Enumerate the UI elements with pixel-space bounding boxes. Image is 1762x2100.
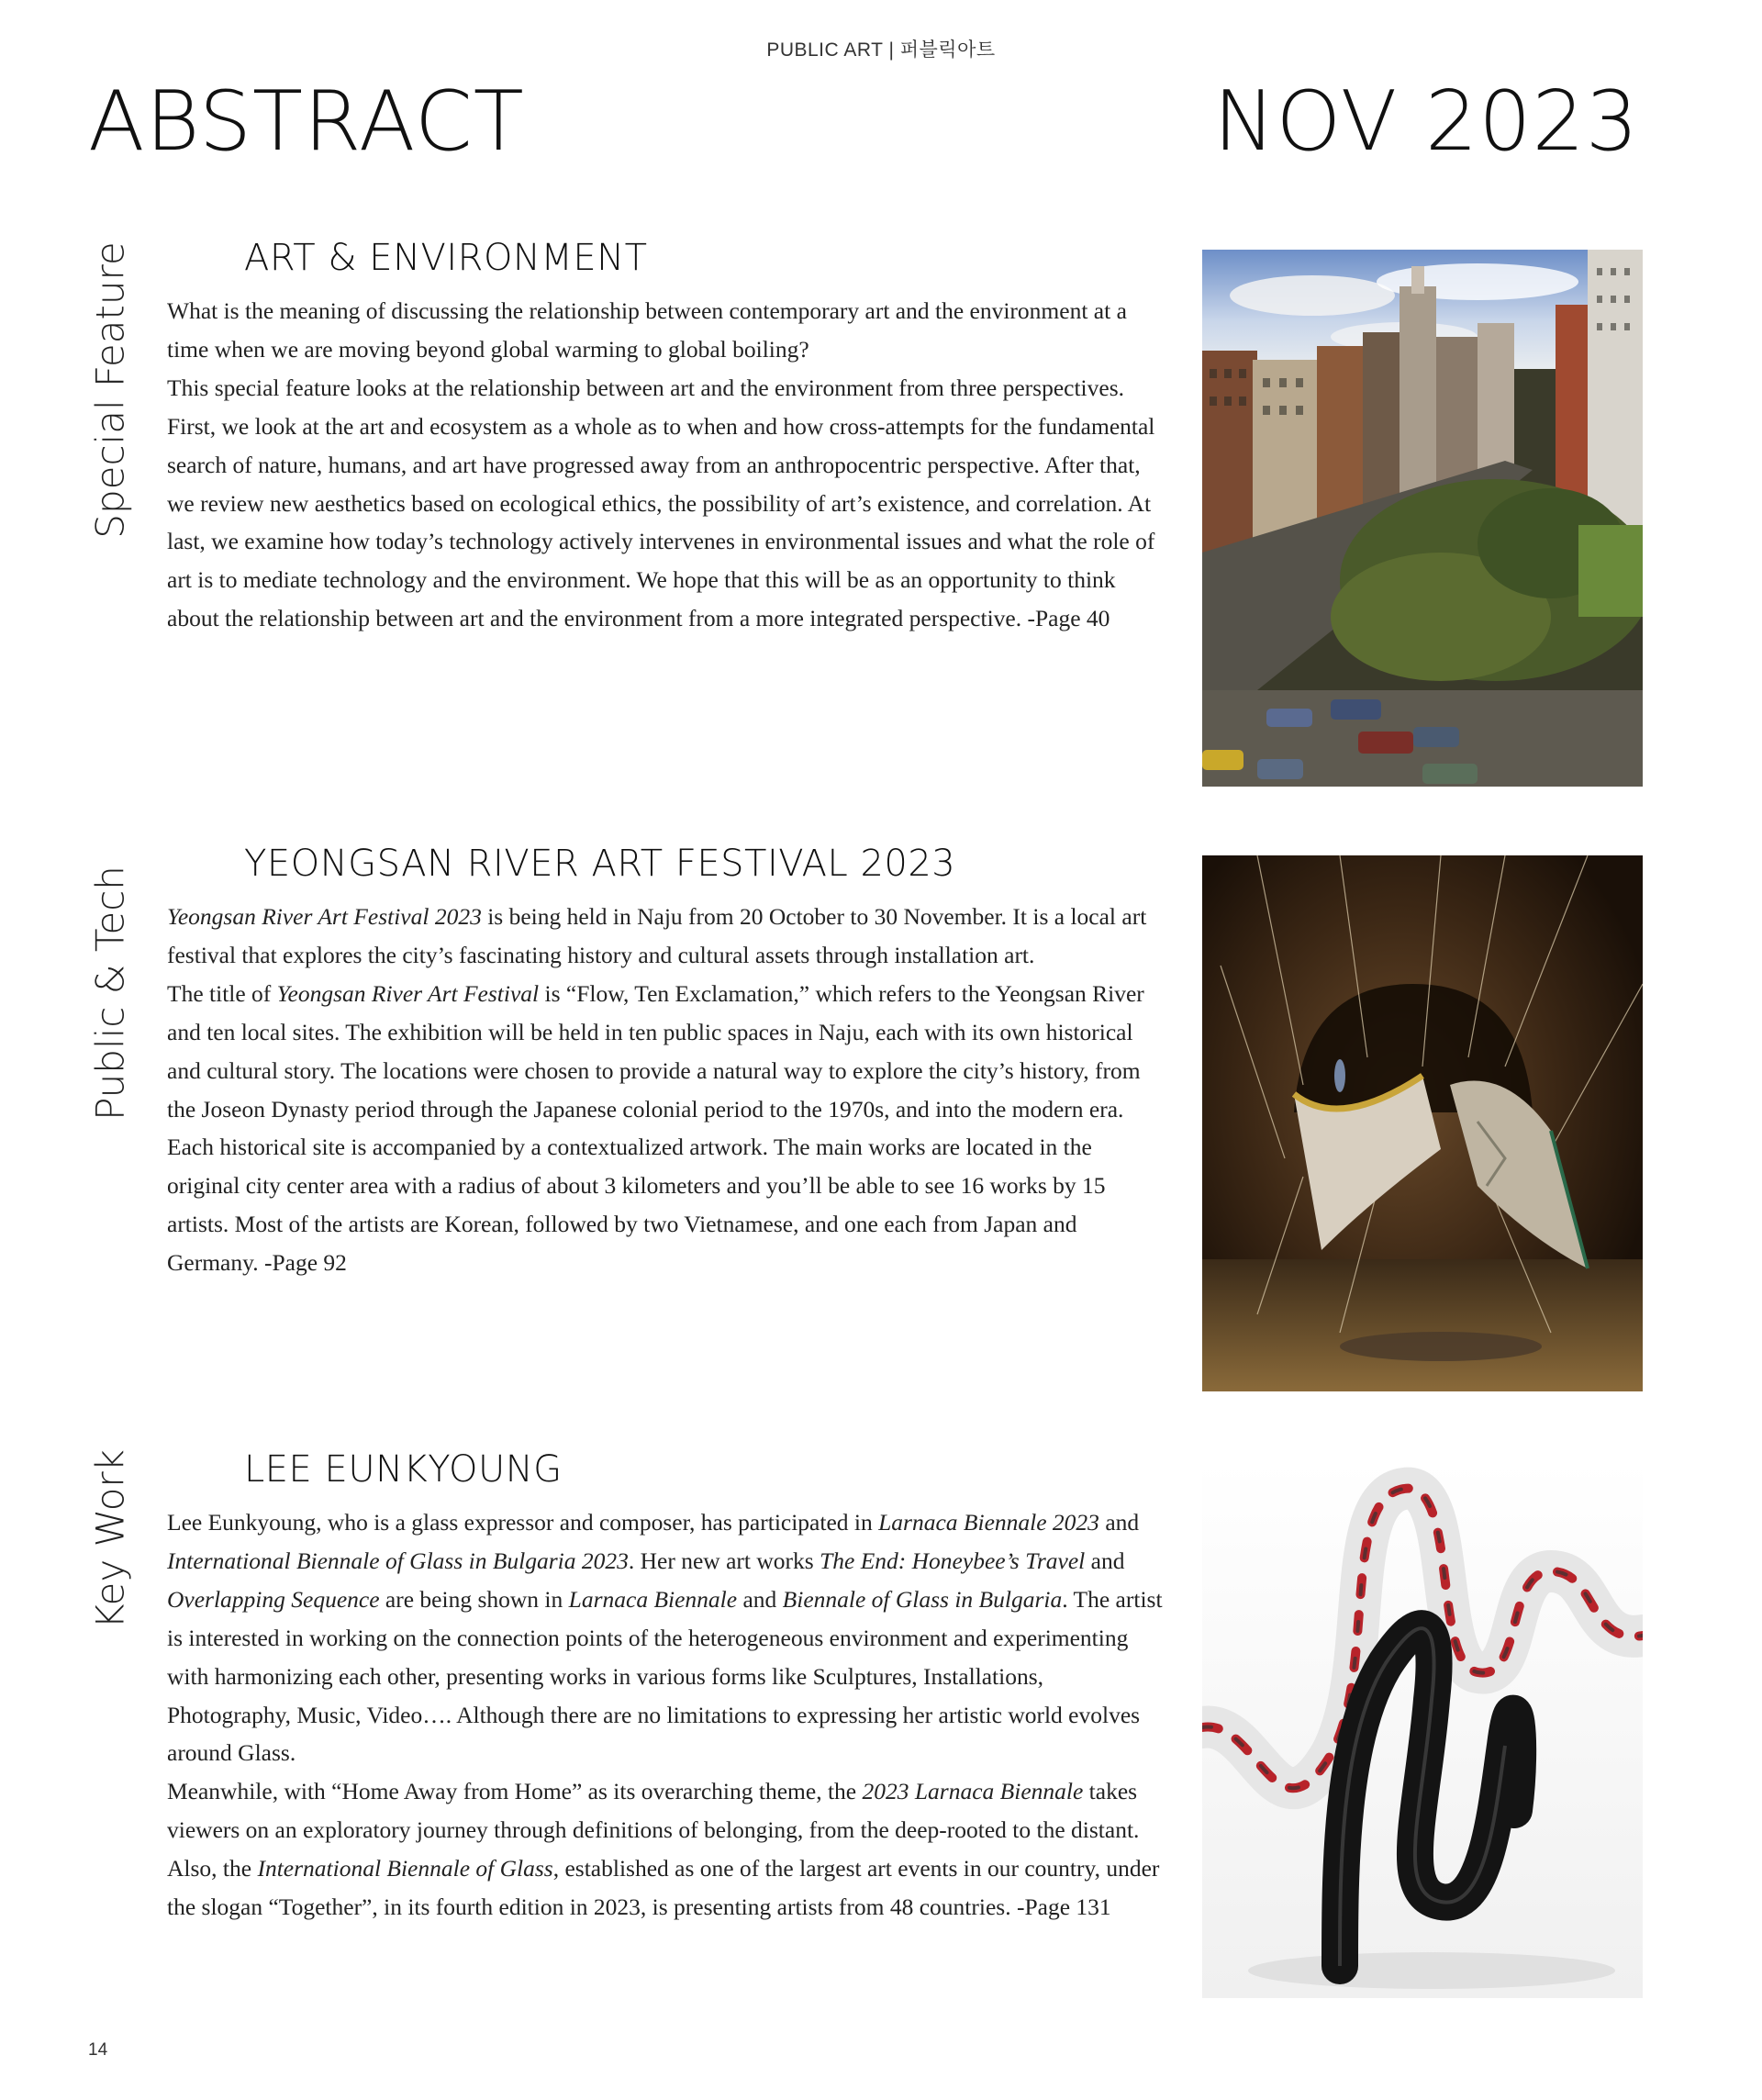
text-run: takes viewers on an exploratory journey through definitions of belonging, from the deep-rooted to the distant. Also, the — [167, 1778, 1140, 1882]
article-body — [167, 898, 1167, 1282]
italic-title: International Biennale of Glass — [257, 1855, 553, 1882]
italic-title: Biennale of Glass in Bulgaria — [782, 1585, 1063, 1613]
italic-title: Larnaca Biennale 2023 — [878, 1509, 1099, 1536]
article-title: YEONGSAN RIVER ART FESTIVAL 2023 — [244, 843, 956, 885]
article-paragraph — [167, 1503, 1167, 1772]
italic-title: The End: Honeybee’s Travel — [820, 1547, 1086, 1574]
text-run: Meanwhile, with “Home Away from Home” as its overarching theme, the — [167, 1778, 863, 1805]
article-image — [1202, 855, 1643, 1391]
text-run: and — [737, 1585, 783, 1613]
text-run: This special feature looks at the relationship between art and the environment from three perspectives. First, we look at the art and ecosystem as a whole as to when and how cross-attempts for the fundamental search of nature, humans, and art have progressed away from an anthropocentric perspective. After that, we review new aesthetics based on ecological ethics, the possibility of art’s existence, and correlation. At last, we examine how today’s technology actively intervenes in environmental issues and what the role of art is to mediate technology and the environment. We hope that this will be as an opportunity to think about the relationship between art and the environment from a more integrated perspective. -Page 40 — [167, 374, 1155, 632]
article-paragraph — [167, 898, 1167, 975]
page-number: 14 — [88, 2040, 108, 2060]
text-run: , established as one of the largest art events in our country, under the slogan “Together”, in its fourth edition in 2023, is presenting artists from 48 countries. -Page 131 — [167, 1855, 1160, 1921]
installation-photo — [1202, 855, 1643, 1391]
glass-sculpture-photo — [1202, 1461, 1643, 1998]
article-paragraph — [167, 369, 1167, 638]
italic-title: International Biennale of Glass in Bulgaria 2023 — [167, 1547, 629, 1574]
article-title: ART & ENVIRONMENT — [244, 237, 648, 279]
article-paragraph — [167, 292, 1167, 369]
article-body — [167, 292, 1167, 638]
italic-title: Larnaca Biennale — [568, 1585, 738, 1613]
article-paragraph — [167, 1772, 1167, 1927]
text-run: What is the meaning of discussing the relationship between contemporary art and the environment at a time when we are moving beyond global warming to global boiling? — [167, 297, 1127, 363]
article-image — [1202, 250, 1643, 787]
text-run: The title of — [167, 979, 277, 1007]
text-run: are being shown in — [379, 1585, 569, 1613]
article-title: LEE EUNKYOUNG — [244, 1448, 563, 1491]
city-street-photo — [1202, 250, 1643, 787]
issue-date: NOV 2023 — [1213, 73, 1639, 170]
article-paragraph — [167, 975, 1167, 1282]
text-run: is being held in Naju from 20 October to 30 November. It is a local art festival that explores the city’s fascinating history and cultural assets through installation art. — [167, 903, 1147, 968]
text-run: . Her new art works — [628, 1547, 820, 1574]
article-image — [1202, 1461, 1643, 1998]
text-run: and — [1085, 1547, 1125, 1574]
text-run: Lee Eunkyoung, who is a glass expressor and composer, has participated in — [167, 1509, 879, 1536]
italic-title: Yeongsan River Art Festival 2023 — [167, 903, 482, 930]
text-run: . The artist is interested in working on the connection points of the heterogeneous environment and experimenting with harmonizing each other, presenting works in various forms like Sculptures, Installations, Photography, Music, Video…. Although there are no limitations to expressing her artistic world evolves around Glass. — [167, 1585, 1163, 1767]
italic-title: Yeongsan River Art Festival — [276, 979, 540, 1007]
text-run: is “Flow, Ten Exclamation,” which refers to the Yeongsan River and ten local sites. The exhibition will be held in ten public spaces in Naju, each with its own historical and cultural story. The locations were chosen to provide a natural way to explore the city’s history, from the Joseon Dynasty period through the Japanese colonial period to the 1970s, and into the modern era. Each historical site is accompanied by a contextualized artwork. The main works are located in the original city center area with a radius of about 3 kilometers and you’ll be able to see 16 works by 15 artists. Most of the artists are Korean, followed by two Vietnamese, and one each from Japan and Germany. -Page 92 — [167, 979, 1144, 1277]
italic-title: 2023 Larnaca Biennale — [862, 1778, 1084, 1805]
article-body — [167, 1503, 1167, 1927]
running-header: PUBLIC ART | 퍼블릭아트 — [766, 39, 996, 61]
text-run: and — [1098, 1509, 1140, 1536]
page-title: ABSTRACT — [88, 73, 525, 170]
italic-title: Overlapping Sequence — [167, 1585, 380, 1613]
